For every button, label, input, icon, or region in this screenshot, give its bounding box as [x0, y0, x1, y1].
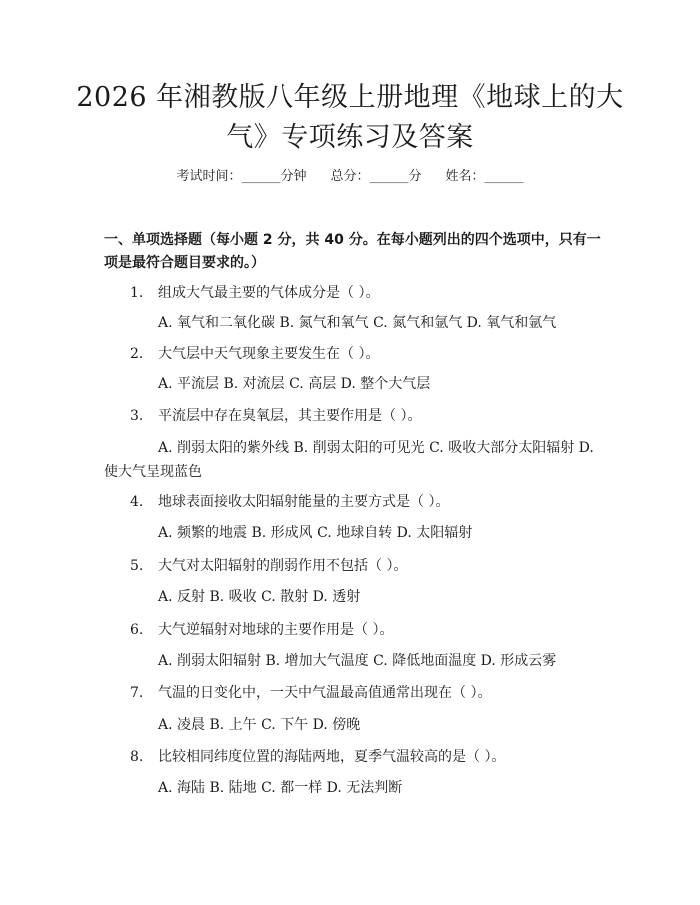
question-6-options: A. 削弱太阳辐射 B. 增加大气温度 C. 降低地面温度 D. 形成云雾	[158, 653, 557, 669]
question-stem: 地球表面接收太阳辐射能量的主要方式是（ ）。	[158, 494, 450, 510]
section-heading: 一、单项选择题（每小题 2 分，共 40 分。在每小题列出的四个选项中，只有一项是最符合题目要求的。）	[104, 232, 601, 271]
question-stem: 气温的日变化中，一天中气温最高值通常出现在（ ）。	[158, 685, 492, 701]
score-field: 总分：______分	[330, 169, 422, 184]
question-1-options: A. 氧气和二氧化碳 B. 氮气和氧气 C. 氮气和氩气 D. 氧气和氩气	[158, 315, 557, 331]
question-stem: 比较相同纬度位置的海陆两地，夏季气温较高的是（ ）。	[158, 749, 506, 765]
exam-meta	[0, 168, 700, 186]
question-stem: 组成大气最主要的气体成分是（ ）。	[158, 285, 380, 301]
question-number: 5.	[130, 558, 144, 574]
question-number: 8.	[130, 749, 144, 765]
document-title	[0, 78, 700, 158]
question-8-options: A. 海陆 B. 陆地 C. 都一样 D. 无法判断	[158, 780, 403, 796]
question-stem: 大气对太阳辐射的削弱作用不包括（ ）。	[158, 558, 408, 574]
question-number: 4.	[130, 494, 144, 510]
title-line-1: 2026 年湘教版八年级上册地理《地球上的大	[76, 82, 624, 113]
question-5-options: A. 反射 B. 吸收 C. 散射 D. 透射	[158, 589, 361, 605]
question-2-options: A. 平流层 B. 对流层 C. 高层 D. 整个大气层	[158, 376, 431, 392]
question-3-options: A. 削弱太阳的紫外线 B. 削弱太阳的可见光 C. 吸收大部分太阳辐射 D. 使大气呈现蓝色	[104, 440, 594, 480]
question-number: 3.	[130, 408, 144, 424]
question-stem: 大气逆辐射对地球的主要作用是（ ）。	[158, 622, 394, 638]
time-field: 考试时间：______分钟	[176, 169, 307, 184]
question-7-options: A. 凌晨 B. 上午 C. 下午 D. 傍晚	[158, 717, 361, 733]
question-number: 1.	[130, 285, 144, 301]
question-number: 7.	[130, 685, 144, 701]
question-number: 6.	[130, 622, 144, 638]
question-stem: 大气层中天气现象主要发生在（ ）。	[158, 346, 380, 362]
question-number: 2.	[130, 346, 144, 362]
question-4-options: A. 频繁的地震 B. 形成风 C. 地球自转 D. 太阳辐射	[158, 525, 473, 541]
name-field: 姓名：______	[445, 169, 524, 184]
question-stem: 平流层中存在臭氧层，其主要作用是（ ）。	[158, 408, 422, 424]
title-line-2: 气》专项练习及答案	[226, 122, 474, 153]
